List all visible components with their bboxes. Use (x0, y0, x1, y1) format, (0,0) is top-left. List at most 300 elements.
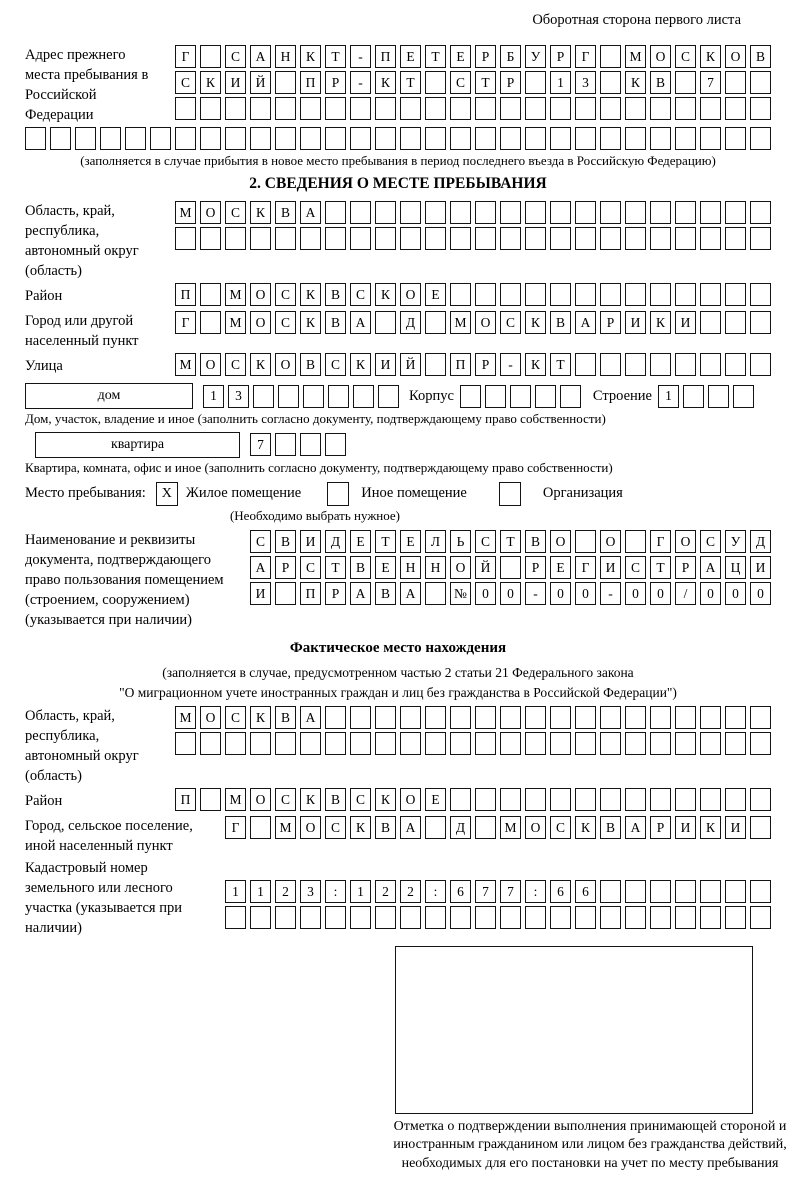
char-cell[interactable]: А (350, 582, 371, 605)
char-cell[interactable] (600, 97, 621, 120)
char-cell[interactable]: Е (400, 45, 421, 68)
char-cell[interactable]: - (500, 353, 521, 376)
char-cell[interactable]: К (525, 353, 546, 376)
char-cell[interactable]: Р (275, 556, 296, 579)
char-cell[interactable]: Е (425, 788, 446, 811)
char-cell[interactable] (750, 283, 771, 306)
char-cell[interactable] (525, 906, 546, 929)
char-cell[interactable]: Р (475, 45, 496, 68)
char-cell[interactable]: 1 (225, 880, 246, 903)
char-cell[interactable] (725, 311, 746, 334)
char-cell[interactable] (725, 201, 746, 224)
char-cell[interactable] (250, 227, 271, 250)
char-cell[interactable] (425, 816, 446, 839)
char-cell[interactable] (600, 283, 621, 306)
checkbox-residential[interactable]: X (156, 482, 178, 506)
char-cell[interactable]: С (325, 353, 346, 376)
char-cell[interactable] (375, 906, 396, 929)
char-cell[interactable] (300, 127, 321, 150)
char-cell[interactable]: Е (450, 45, 471, 68)
char-cell[interactable] (750, 706, 771, 729)
char-cell[interactable] (475, 283, 496, 306)
char-cell[interactable]: И (750, 556, 771, 579)
char-cell[interactable]: Т (475, 71, 496, 94)
char-cell[interactable]: О (450, 556, 471, 579)
char-cell[interactable]: М (175, 201, 196, 224)
char-cell[interactable] (550, 227, 571, 250)
char-cell[interactable] (700, 880, 721, 903)
char-cell[interactable] (475, 201, 496, 224)
char-cell[interactable]: К (300, 788, 321, 811)
char-cell[interactable]: С (475, 530, 496, 553)
char-cell[interactable]: О (250, 311, 271, 334)
char-cell[interactable] (303, 385, 324, 408)
char-cell[interactable]: С (175, 71, 196, 94)
char-cell[interactable] (278, 385, 299, 408)
char-cell[interactable]: Н (425, 556, 446, 579)
char-cell[interactable]: А (400, 582, 421, 605)
char-cell[interactable] (500, 127, 521, 150)
char-cell[interactable]: С (250, 530, 271, 553)
char-cell[interactable] (275, 906, 296, 929)
char-cell[interactable] (378, 385, 399, 408)
char-cell[interactable]: Д (450, 816, 471, 839)
char-cell[interactable]: В (325, 788, 346, 811)
char-cell[interactable] (750, 71, 771, 94)
char-cell[interactable] (550, 97, 571, 120)
char-cell[interactable] (725, 706, 746, 729)
char-cell[interactable] (700, 706, 721, 729)
char-cell[interactable] (350, 127, 371, 150)
char-cell[interactable]: А (350, 311, 371, 334)
char-cell[interactable] (525, 706, 546, 729)
char-cell[interactable]: 3 (575, 71, 596, 94)
char-cell[interactable]: К (525, 311, 546, 334)
char-cell[interactable] (675, 97, 696, 120)
char-cell[interactable]: В (275, 530, 296, 553)
char-cell[interactable]: И (225, 71, 246, 94)
char-cell[interactable] (675, 227, 696, 250)
char-cell[interactable]: К (300, 45, 321, 68)
char-cell[interactable]: О (200, 201, 221, 224)
char-cell[interactable] (500, 706, 521, 729)
char-cell[interactable] (275, 127, 296, 150)
char-cell[interactable] (250, 97, 271, 120)
char-cell[interactable]: Г (575, 556, 596, 579)
char-cell[interactable] (225, 906, 246, 929)
char-cell[interactable] (650, 906, 671, 929)
char-cell[interactable]: 3 (300, 880, 321, 903)
char-cell[interactable]: Д (325, 530, 346, 553)
char-cell[interactable]: - (600, 582, 621, 605)
char-cell[interactable] (475, 97, 496, 120)
char-cell[interactable]: М (500, 816, 521, 839)
char-cell[interactable]: А (250, 556, 271, 579)
char-cell[interactable]: О (200, 706, 221, 729)
char-cell[interactable] (350, 906, 371, 929)
char-cell[interactable]: П (450, 353, 471, 376)
char-cell[interactable]: 6 (550, 880, 571, 903)
char-cell[interactable]: Т (325, 556, 346, 579)
char-cell[interactable] (650, 353, 671, 376)
char-cell[interactable] (700, 906, 721, 929)
char-cell[interactable] (400, 127, 421, 150)
char-cell[interactable]: К (300, 311, 321, 334)
char-cell[interactable] (200, 283, 221, 306)
char-cell[interactable]: Р (325, 71, 346, 94)
char-cell[interactable] (675, 880, 696, 903)
char-cell[interactable] (325, 433, 346, 456)
char-cell[interactable] (750, 788, 771, 811)
char-cell[interactable]: Р (675, 556, 696, 579)
char-cell[interactable] (550, 732, 571, 755)
char-cell[interactable] (425, 311, 446, 334)
char-cell[interactable] (350, 201, 371, 224)
char-cell[interactable] (675, 706, 696, 729)
char-cell[interactable]: Г (225, 816, 246, 839)
char-cell[interactable] (400, 906, 421, 929)
char-cell[interactable]: К (250, 706, 271, 729)
char-cell[interactable] (725, 97, 746, 120)
char-cell[interactable] (350, 227, 371, 250)
char-cell[interactable] (175, 732, 196, 755)
char-cell[interactable] (125, 127, 146, 150)
char-cell[interactable] (675, 201, 696, 224)
char-cell[interactable]: Й (250, 71, 271, 94)
char-cell[interactable] (750, 906, 771, 929)
char-cell[interactable]: 7 (500, 880, 521, 903)
char-cell[interactable] (750, 311, 771, 334)
char-cell[interactable] (625, 906, 646, 929)
char-cell[interactable] (700, 353, 721, 376)
char-cell[interactable] (575, 353, 596, 376)
char-cell[interactable]: А (700, 556, 721, 579)
char-cell[interactable]: О (600, 530, 621, 553)
char-cell[interactable]: Р (325, 582, 346, 605)
char-cell[interactable] (575, 906, 596, 929)
char-cell[interactable] (600, 732, 621, 755)
char-cell[interactable] (625, 788, 646, 811)
char-cell[interactable]: 7 (475, 880, 496, 903)
char-cell[interactable] (475, 816, 496, 839)
char-cell[interactable] (250, 127, 271, 150)
char-cell[interactable] (500, 97, 521, 120)
char-cell[interactable] (425, 97, 446, 120)
char-cell[interactable]: № (450, 582, 471, 605)
char-cell[interactable]: В (650, 71, 671, 94)
char-cell[interactable] (750, 816, 771, 839)
char-cell[interactable]: А (625, 816, 646, 839)
char-cell[interactable] (350, 732, 371, 755)
char-cell[interactable] (650, 706, 671, 729)
char-cell[interactable]: О (650, 45, 671, 68)
char-cell[interactable]: С (350, 788, 371, 811)
char-cell[interactable]: А (575, 311, 596, 334)
char-cell[interactable]: П (175, 283, 196, 306)
char-cell[interactable] (250, 732, 271, 755)
char-cell[interactable]: Г (175, 311, 196, 334)
char-cell[interactable]: О (300, 816, 321, 839)
char-cell[interactable]: С (550, 816, 571, 839)
char-cell[interactable]: С (225, 201, 246, 224)
char-cell[interactable] (400, 227, 421, 250)
char-cell[interactable]: О (200, 353, 221, 376)
char-cell[interactable] (50, 127, 71, 150)
char-cell[interactable] (425, 353, 446, 376)
char-cell[interactable] (725, 71, 746, 94)
char-cell[interactable]: В (550, 311, 571, 334)
char-cell[interactable] (675, 127, 696, 150)
char-cell[interactable] (350, 706, 371, 729)
char-cell[interactable] (325, 706, 346, 729)
char-cell[interactable] (300, 906, 321, 929)
char-cell[interactable] (700, 311, 721, 334)
char-cell[interactable]: 1 (658, 385, 679, 408)
char-cell[interactable] (550, 788, 571, 811)
char-cell[interactable]: 0 (475, 582, 496, 605)
char-cell[interactable] (375, 706, 396, 729)
char-cell[interactable]: - (350, 45, 371, 68)
char-cell[interactable]: К (375, 788, 396, 811)
char-cell[interactable]: М (225, 283, 246, 306)
char-cell[interactable]: О (250, 788, 271, 811)
char-cell[interactable] (300, 433, 321, 456)
char-cell[interactable]: Р (600, 311, 621, 334)
char-cell[interactable] (25, 127, 46, 150)
char-cell[interactable] (750, 227, 771, 250)
char-cell[interactable] (600, 45, 621, 68)
char-cell[interactable]: Ь (450, 530, 471, 553)
char-cell[interactable]: 0 (750, 582, 771, 605)
char-cell[interactable] (625, 353, 646, 376)
char-cell[interactable]: Р (500, 71, 521, 94)
char-cell[interactable]: С (700, 530, 721, 553)
char-cell[interactable] (575, 283, 596, 306)
char-cell[interactable]: А (300, 706, 321, 729)
char-cell[interactable] (650, 788, 671, 811)
char-cell[interactable] (733, 385, 754, 408)
char-cell[interactable] (700, 788, 721, 811)
char-cell[interactable]: 7 (700, 71, 721, 94)
char-cell[interactable] (575, 201, 596, 224)
char-cell[interactable] (525, 732, 546, 755)
char-cell[interactable] (250, 906, 271, 929)
char-cell[interactable]: 6 (450, 880, 471, 903)
char-cell[interactable] (175, 227, 196, 250)
char-cell[interactable] (625, 880, 646, 903)
char-cell[interactable]: И (675, 816, 696, 839)
char-cell[interactable] (575, 706, 596, 729)
char-cell[interactable] (253, 385, 274, 408)
char-cell[interactable] (450, 906, 471, 929)
char-cell[interactable]: П (300, 582, 321, 605)
char-cell[interactable]: П (300, 71, 321, 94)
char-cell[interactable] (475, 732, 496, 755)
char-cell[interactable]: У (725, 530, 746, 553)
char-cell[interactable]: С (500, 311, 521, 334)
char-cell[interactable] (525, 127, 546, 150)
char-cell[interactable] (575, 732, 596, 755)
char-cell[interactable] (400, 706, 421, 729)
char-cell[interactable]: А (300, 201, 321, 224)
char-cell[interactable] (550, 706, 571, 729)
char-cell[interactable] (550, 283, 571, 306)
char-cell[interactable] (400, 732, 421, 755)
char-cell[interactable]: И (250, 582, 271, 605)
char-cell[interactable]: С (625, 556, 646, 579)
char-cell[interactable]: С (225, 45, 246, 68)
char-cell[interactable] (600, 201, 621, 224)
char-cell[interactable]: 0 (650, 582, 671, 605)
char-cell[interactable]: 1 (550, 71, 571, 94)
char-cell[interactable] (650, 97, 671, 120)
char-cell[interactable]: М (625, 45, 646, 68)
char-cell[interactable] (575, 127, 596, 150)
char-cell[interactable] (275, 227, 296, 250)
char-cell[interactable] (450, 283, 471, 306)
char-cell[interactable]: В (350, 556, 371, 579)
char-cell[interactable] (425, 706, 446, 729)
char-cell[interactable]: С (275, 311, 296, 334)
char-cell[interactable] (725, 353, 746, 376)
char-cell[interactable]: К (700, 45, 721, 68)
char-cell[interactable] (328, 385, 349, 408)
char-cell[interactable] (525, 283, 546, 306)
char-cell[interactable]: С (275, 283, 296, 306)
char-cell[interactable] (450, 227, 471, 250)
char-cell[interactable] (675, 283, 696, 306)
char-cell[interactable] (425, 71, 446, 94)
char-cell[interactable]: О (525, 816, 546, 839)
char-cell[interactable]: С (300, 556, 321, 579)
char-cell[interactable] (600, 788, 621, 811)
char-cell[interactable] (700, 283, 721, 306)
char-cell[interactable] (200, 97, 221, 120)
char-cell[interactable] (725, 127, 746, 150)
char-cell[interactable] (425, 227, 446, 250)
char-cell[interactable]: Й (400, 353, 421, 376)
char-cell[interactable] (575, 530, 596, 553)
char-cell[interactable] (625, 97, 646, 120)
char-cell[interactable] (475, 706, 496, 729)
char-cell[interactable] (225, 127, 246, 150)
char-cell[interactable]: К (575, 816, 596, 839)
char-cell[interactable] (683, 385, 704, 408)
char-cell[interactable]: К (250, 201, 271, 224)
char-cell[interactable] (725, 880, 746, 903)
char-cell[interactable] (600, 906, 621, 929)
char-cell[interactable] (525, 97, 546, 120)
char-cell[interactable] (510, 385, 531, 408)
char-cell[interactable] (275, 71, 296, 94)
char-cell[interactable]: В (375, 816, 396, 839)
char-cell[interactable] (600, 353, 621, 376)
char-cell[interactable] (500, 906, 521, 929)
char-cell[interactable] (200, 127, 221, 150)
char-cell[interactable]: О (475, 311, 496, 334)
char-cell[interactable]: Т (375, 530, 396, 553)
char-cell[interactable]: К (625, 71, 646, 94)
char-cell[interactable] (650, 227, 671, 250)
char-cell[interactable] (375, 311, 396, 334)
char-cell[interactable]: С (225, 353, 246, 376)
char-cell[interactable]: С (450, 71, 471, 94)
char-cell[interactable]: О (275, 353, 296, 376)
char-cell[interactable] (475, 906, 496, 929)
char-cell[interactable]: Л (425, 530, 446, 553)
char-cell[interactable]: Р (550, 45, 571, 68)
char-cell[interactable] (525, 201, 546, 224)
char-cell[interactable]: И (600, 556, 621, 579)
char-cell[interactable] (450, 788, 471, 811)
char-cell[interactable] (650, 732, 671, 755)
char-cell[interactable]: Е (550, 556, 571, 579)
char-cell[interactable]: К (650, 311, 671, 334)
char-cell[interactable] (725, 227, 746, 250)
char-cell[interactable]: В (325, 283, 346, 306)
char-cell[interactable] (350, 97, 371, 120)
char-cell[interactable] (475, 788, 496, 811)
char-cell[interactable] (600, 227, 621, 250)
char-cell[interactable] (525, 71, 546, 94)
char-cell[interactable] (200, 788, 221, 811)
char-cell[interactable]: К (200, 71, 221, 94)
char-cell[interactable]: Р (650, 816, 671, 839)
char-cell[interactable]: С (675, 45, 696, 68)
char-cell[interactable]: 0 (725, 582, 746, 605)
char-cell[interactable] (675, 788, 696, 811)
char-cell[interactable]: Е (375, 556, 396, 579)
char-cell[interactable] (600, 71, 621, 94)
char-cell[interactable]: 0 (625, 582, 646, 605)
char-cell[interactable]: С (325, 816, 346, 839)
char-cell[interactable] (525, 788, 546, 811)
char-cell[interactable]: М (225, 788, 246, 811)
char-cell[interactable] (550, 201, 571, 224)
char-cell[interactable] (100, 127, 121, 150)
char-cell[interactable]: О (250, 283, 271, 306)
char-cell[interactable]: К (375, 283, 396, 306)
char-cell[interactable] (450, 201, 471, 224)
char-cell[interactable] (400, 97, 421, 120)
char-cell[interactable] (500, 556, 521, 579)
char-cell[interactable] (625, 706, 646, 729)
char-cell[interactable]: - (525, 582, 546, 605)
char-cell[interactable]: 0 (500, 582, 521, 605)
char-cell[interactable] (200, 732, 221, 755)
char-cell[interactable] (225, 97, 246, 120)
char-cell[interactable] (353, 385, 374, 408)
char-cell[interactable] (525, 227, 546, 250)
char-cell[interactable] (325, 732, 346, 755)
char-cell[interactable]: В (275, 706, 296, 729)
char-cell[interactable] (300, 227, 321, 250)
char-cell[interactable] (600, 706, 621, 729)
char-cell[interactable] (625, 283, 646, 306)
char-cell[interactable]: Г (175, 45, 196, 68)
char-cell[interactable]: / (675, 582, 696, 605)
char-cell[interactable] (400, 201, 421, 224)
char-cell[interactable]: Т (650, 556, 671, 579)
char-cell[interactable]: У (525, 45, 546, 68)
char-cell[interactable] (650, 283, 671, 306)
char-cell[interactable]: Т (425, 45, 446, 68)
char-cell[interactable]: В (600, 816, 621, 839)
char-cell[interactable] (575, 227, 596, 250)
char-cell[interactable] (750, 127, 771, 150)
char-cell[interactable]: Г (575, 45, 596, 68)
char-cell[interactable] (500, 788, 521, 811)
